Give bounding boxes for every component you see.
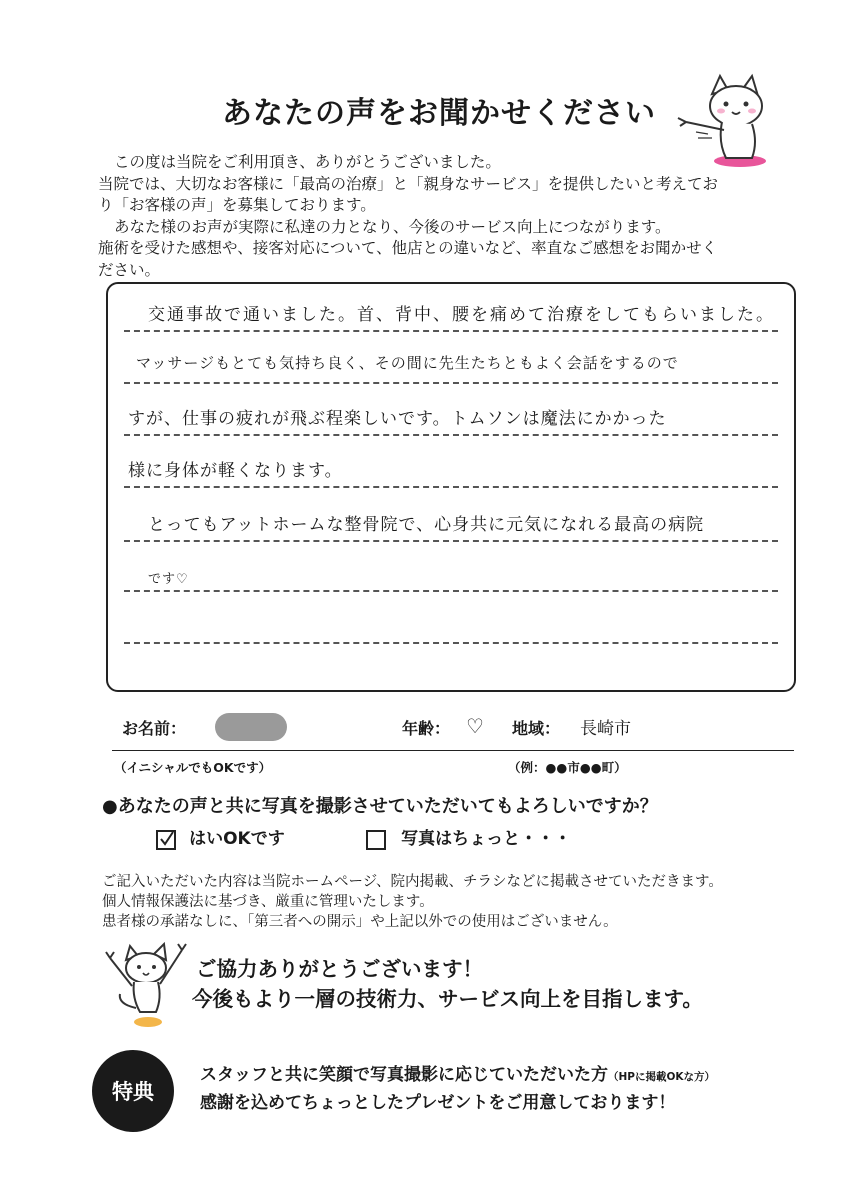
privacy-notice — [102, 872, 723, 932]
comment-line: マッサージもとても気持ち良く、その間に先生たちともよく会話をするので — [136, 354, 679, 372]
age-value: ♡ — [466, 714, 484, 738]
comment-line: 交通事故で通いました。首、背中、腰を痛めて治療をしてもらいました。 — [148, 305, 775, 325]
perk-text — [200, 1062, 715, 1116]
comment-line: 様に身体が軽くなります。 — [128, 461, 343, 481]
notice-line: ご記入いただいた内容は当院ホームページ、院内掲載、チラシなどに掲載させていただきます。 — [102, 874, 723, 890]
perk-badge: 特典 — [92, 1050, 174, 1132]
perk-line1-note: （HPに掲載OKな方） — [608, 1071, 716, 1083]
photo-option-no[interactable] — [366, 824, 571, 850]
intro-line: ださい。 — [98, 260, 161, 279]
yes-label: はいOKです — [189, 829, 285, 849]
page-title: あなたの声をお聞かせください — [222, 96, 656, 131]
intro-line: り「お客様の声」を募集しております。 — [98, 196, 376, 214]
no-label: 写真はちょっと・・・ — [401, 829, 572, 849]
age-label: 年齢： — [402, 719, 451, 738]
thanks-line: ご協力ありがとうございます！ — [196, 957, 483, 981]
perk-line1: スタッフと共に笑顔で写真撮影に応じていただいた方 — [200, 1065, 608, 1085]
perk-line — [200, 1062, 715, 1090]
check-icon — [158, 830, 176, 848]
intro-line: 施術を受けた感想や、接客対応について、他店との違いなど、率直なご感想をお聞かせく — [98, 239, 718, 257]
thanks-line: 今後もより一層の技術力、サービス向上を目指します。 — [192, 987, 703, 1011]
intro-line: この度は当院をご利用頂き、ありがとうございました。 — [114, 153, 501, 171]
yes-checkbox[interactable] — [156, 830, 176, 850]
region-value: 長崎市 — [580, 719, 631, 739]
name-label: お名前： — [122, 719, 187, 738]
comment-box — [106, 282, 796, 692]
comment-line: とってもアットホームな整骨院で、心身共に元気になれる最高の病院 — [148, 515, 705, 535]
intro-text — [98, 152, 798, 281]
name-redaction — [215, 713, 287, 741]
photo-option-yes[interactable] — [156, 824, 285, 850]
thanks-message — [192, 954, 703, 1014]
intro-line: あなた様のお声が実際に私達の力となり、今後のサービス向上につながります。 — [114, 217, 671, 236]
photo-question: ●あなたの声と共に写真を撮影させていただいてもよろしいですか？ — [102, 796, 658, 817]
intro-line: 当院では、大切なお客様に「最高の治療」と「親身なサービス」を提供したいと考えてお — [98, 174, 719, 193]
cat-waving-illustration — [104, 934, 190, 1030]
notice-line: 患者様の承諾なしに、「第三者への開示」や上記以外での使用はございません。 — [102, 914, 618, 930]
name-note: （イニシャルでもOKです） — [114, 760, 272, 775]
comment-line: です♡ — [148, 572, 189, 587]
region-label: 地域： — [512, 719, 561, 738]
form-underline — [112, 750, 794, 751]
no-checkbox[interactable] — [366, 830, 386, 850]
perk-line: 感謝を込めてちょっとしたプレゼントをご用意しております！ — [200, 1093, 676, 1113]
comment-line: すが、仕事の疲れが飛ぶ程楽しいです。トムソンは魔法にかかった — [128, 409, 667, 429]
region-note: （例：●●市●●町） — [508, 760, 627, 775]
notice-line: 個人情報保護法に基づき、厳重に管理いたします。 — [102, 894, 434, 910]
